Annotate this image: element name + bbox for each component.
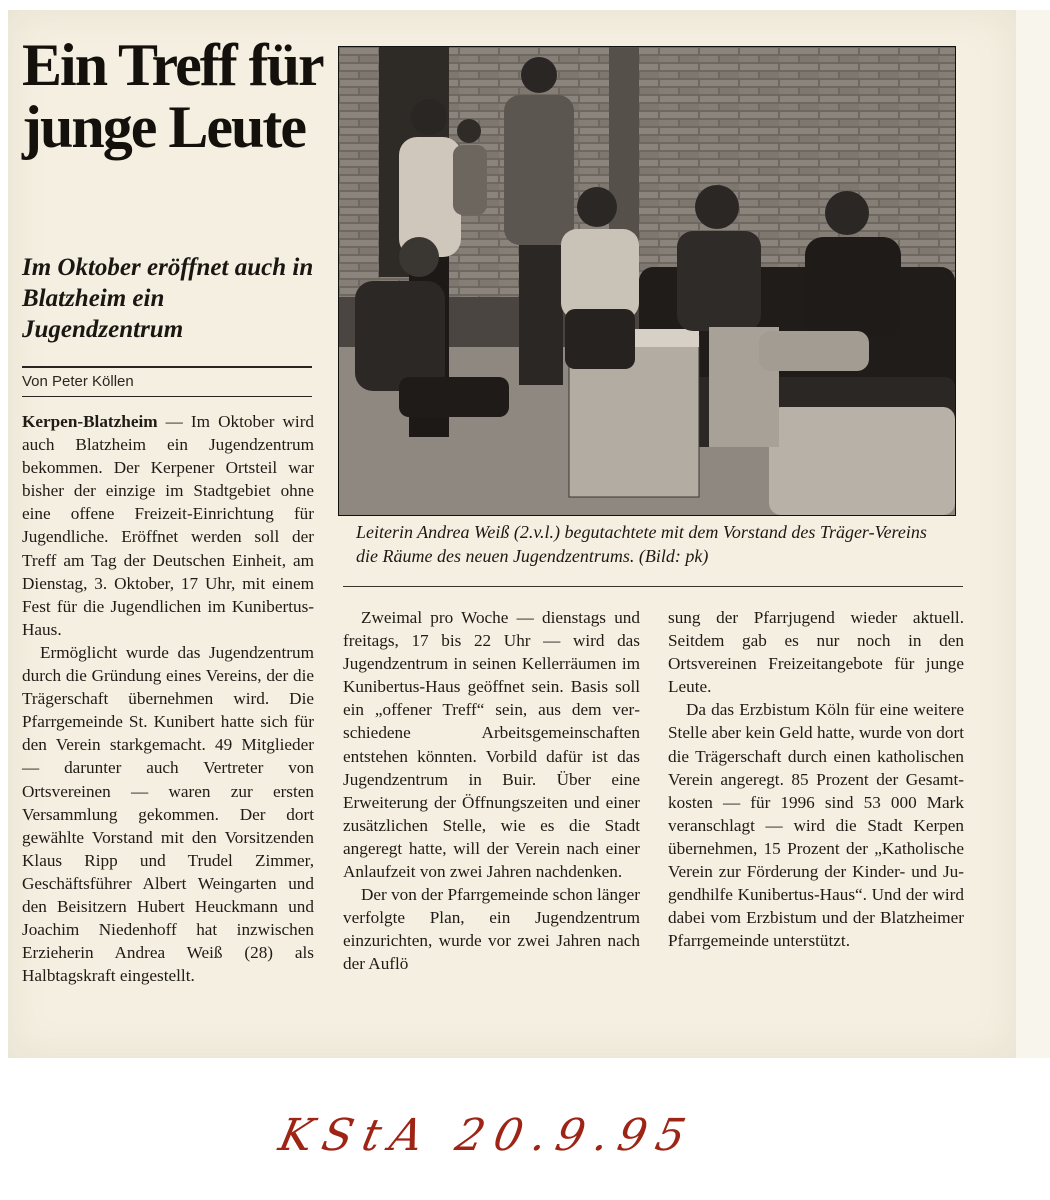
armchair bbox=[769, 407, 955, 515]
paragraph-6: Da das Erzbistum Köln für eine weitere Stelle aber kein Geld hatte, wurde von dort die Trägerschaft durch einen katholischen Verein angeregt. 85 Prozent der Gesamtkosten — für 1996 sind 53 000 Mark veranschlagt — wird die Stadt Kerpen übernehmen, 15 Prozent der „Katholische Verein zur Förderung der Kinder- und Jugendhilfe Kunibertus-Haus“. Und der wird dabei vom Erzbistum und der Blatzheimer Pfarrgemeinde unterstützt. bbox=[668, 700, 964, 951]
handwritten-source-date: KStA 20.9.95 bbox=[274, 1110, 700, 1161]
paragraph-1-text: — Im Oktober wird auch Blatzheim ein Jugendzentrum bekommen. Der Kerpener Ortsteil war bisher der einzige im Stadtgebiet ohne eine offene Freizeit-Einrichtung für Jugendliche. Eröffnet werden soll der Treff am Tag der Deutschen Einheit, am Dienstag, 3. Oktober, 17 Uhr, mit einem Fest für die Jugendlichen im Kunibertus-Haus. bbox=[22, 412, 315, 639]
paragraph-2: Ermöglicht wurde das Jugendzentrum durch die Gründung eines Vereins, der die Trägerschaft übernehmen wird. Die Pfarrgemeinde St. Kunibert hatte sich für den Verein starkgemacht. 49 Mitglieder — darunter auch Vertreter von Ortsvereinen — waren zur ersten Versammlung gekommen. Der dort gewählte Vorstand mit den Vorsitzenden Klaus Ripp und Trudel Zimmer, Geschäftsführer Albert Weingarten und den Beisitzern Hubert Heuckmann und Joachim Niedenhoff hat inzwischen Erzieherin Andrea Weiß (28) als Halbtagskraft eingestellt. bbox=[22, 642, 314, 986]
text-column-3 bbox=[668, 606, 964, 952]
photo-caption: Leiterin Andrea Weiß (2.v.l.) begutachtete mit dem Vorstand des Träger-Vereins die Räume des neuen Jugendzentrums. (Bild: pk) bbox=[356, 522, 927, 566]
paragraph-3: Zweimal pro Woche — dienstags und freitags, 17 bis 22 Uhr — wird das Jugendzentrum in seinen Kellerräumen im Kunibertus-Haus geöffnet sein. Basis soll ein „offener Treff“ sein, aus dem verschiedene Arbeitsgemeinschaften entstehen könnten. Vorbild dafür ist das Jugendzentrum in Buir. Über eine Erweiterung der Öffnungszeiten und einer zusätzlichen Stelle, wie es die Stadt angeregt hatte, will der Verein nach einer Anlaufzeit von zwei Jahren nachdenken. bbox=[343, 608, 640, 882]
paragraph-5: sung der Pfarrjugend wieder aktuell. Seitdem gab es nur noch in den Ortsvereinen Freizeitangebote für junge Leute. bbox=[668, 608, 964, 697]
text-column-2 bbox=[343, 606, 640, 976]
article-photo bbox=[338, 46, 956, 516]
byline-rule-bottom bbox=[22, 396, 312, 397]
text-column-1 bbox=[22, 410, 314, 987]
byline-rule-top bbox=[22, 366, 312, 368]
page-margin bbox=[1016, 10, 1050, 1058]
caption-rule bbox=[343, 586, 963, 587]
article-headline: Ein Treff für junge Leute bbox=[22, 32, 322, 160]
article-byline: Von Peter Köllen bbox=[22, 373, 134, 390]
article-subheadline: Im Oktober eröffnet auch in Blatzheim ein Jugendzentrum bbox=[22, 254, 314, 343]
paragraph-4: Der von der Pfarrgemeinde schon länger verfolgte Plan, ein Jugendzentrum einzurichten, wurde vor zwei Jahren nach der Auflö bbox=[343, 885, 640, 974]
dateline: Kerpen-Blatzheim bbox=[22, 412, 158, 431]
paragraph-1 bbox=[22, 410, 314, 641]
